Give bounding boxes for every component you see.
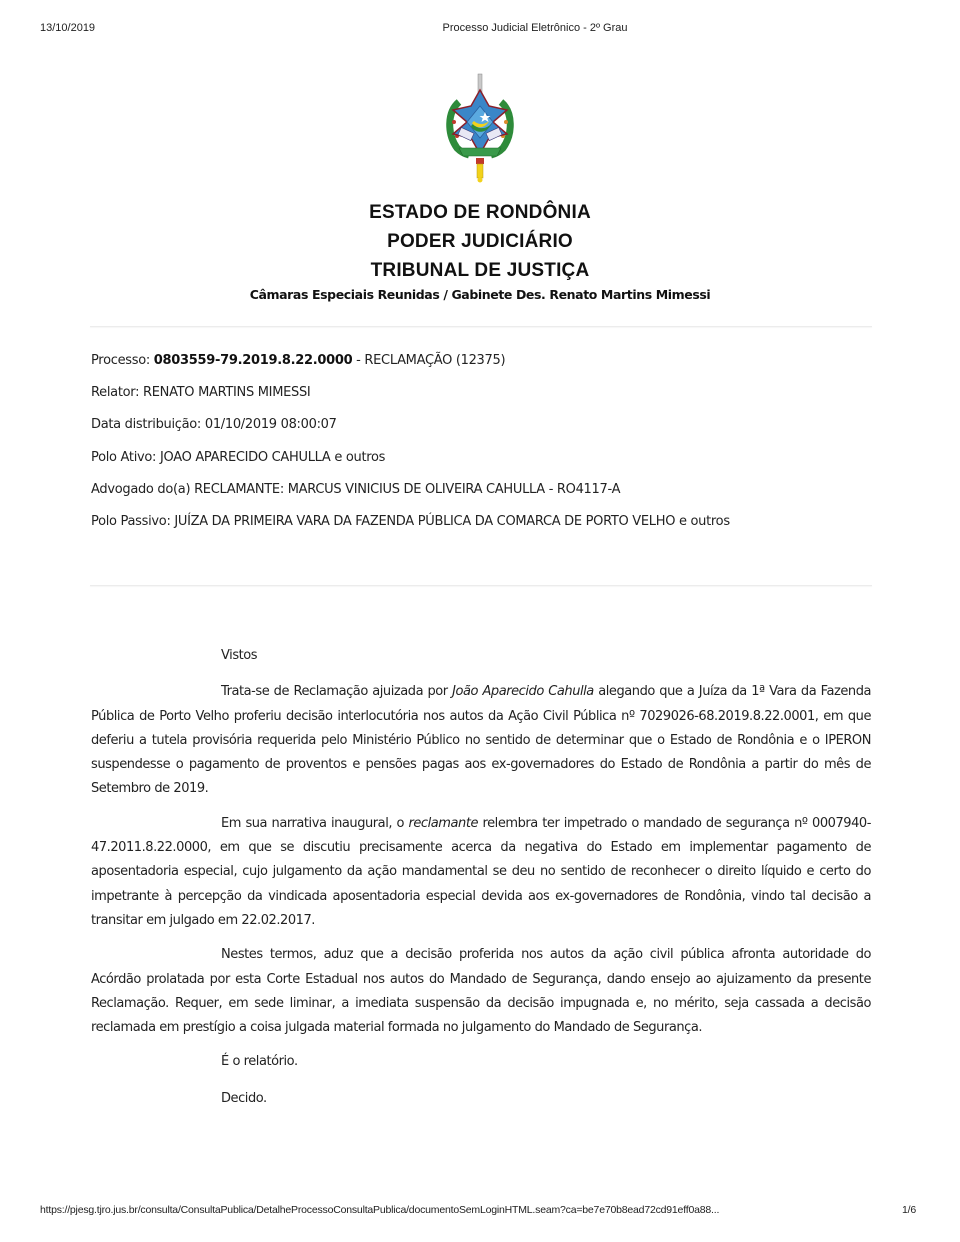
paragraph-1-text-cont: alegando que a Juíza da 1ª Vara da Fazenda Pública de Porto Velho proferiu decisão interlocutória nos autos da Ação Civil Pública nº 7029026-68.2019.8.22.0001, em que deferiu a tutela provisória requerida pelo Ministério Público no sentido de determinar que o Estado de Rondônia e o IPERON suspendesse o pagamento de proventos e pensões pagas aos ex-governadores do Estado de Rondônia a partir do mês de Setembro de 2019. [91,684,872,797]
judiciary-name: PODER JUDICIÁRIO [387,231,573,252]
vistos: Vistos [221,648,258,663]
decido: Decido. [221,1090,267,1106]
court-name: TRIBUNAL DE JUSTIÇA [370,260,590,281]
print-date: 13/10/2019 [40,22,96,34]
chamber-subtitle: Câmaras Especiais Reunidas / Gabinete Des. Renato Martins Mimessi [249,287,711,302]
paragraph-2-text-cont: relembra ter impetrado o mandado de segurança nº 0007940-47.2011.8.22.0000, em que se discutiu precisamente acerca da negativa do Estado em implementar pagamento de aposentadoria especial, cujo julgamento da ação mandamental se deu no sentido de reconhecer o direito líquido e certo do impetrante à percepção da vindicada aposentadoria especial devida aos ex-governadores de Rondônia, vindo tal decisão a transitar em julgado em 22.02.2017. [91,815,871,928]
page-url: https://pjesg.tjro.jus.br/consulta/ConsultaPublica/DetalheProcessoConsultaPublica/documentoSemLoginHTML.seam?ca=be7e70b8ead72cd91eff0a88... [40,1204,720,1216]
process-info [91,350,881,543]
relatorio: É o relatório. [221,1054,298,1070]
rondonia-coat-of-arms-icon [445,72,515,184]
active-party-row: Polo Ativo: JOAO APARECIDO CAHULLA e outros [91,449,386,465]
claimant-term: reclamante [408,815,479,831]
process-number: 0803559-79.2019.8.22.0000 [153,353,353,368]
passive-party-row: Polo Passivo: JUÍZA DA PRIMEIRA VARA DA FAZENDA PÚBLICA DA COMARCA DE PORTO VELHO e outros [91,513,730,529]
page-number: 1/6 [902,1204,916,1216]
state-name: ESTADO DE RONDÔNIA [369,202,591,223]
header-divider [90,326,872,327]
claimant-name: João Aparecido Cahulla [452,684,594,700]
print-header [0,22,960,40]
process-class: - RECLAMAÇÃO (12375) [352,353,506,368]
print-footer [0,1204,960,1220]
relator-row: Relator: RENATO MARTINS MIMESSI [91,385,311,401]
paragraph-2 [91,812,871,933]
process-label: Processo: [91,353,154,368]
paragraph-2-text: Em sua narrativa inaugural, o [221,815,409,831]
decision-body [91,644,871,1123]
paragraph-1-text: Trata-se de Reclamação ajuizada por [221,684,453,700]
paragraph-3: Nestes termos, aduz que a decisão proferida nos autos da ação civil pública afronta autoridade do Acórdão prolatada por esta Corte Estadual nos autos do Mandado de Segurança, dando ensejo ao ajuizamento da presente Reclamação. Requer, em sede liminar, a imediata suspensão da decisão impugnada e, no mérito, seja cassada a decisão reclamada em prestígio a coisa julgada material formada no julgamento do Mandado de Segurança. [91,947,871,1036]
info-divider [90,585,872,586]
print-page-title: Processo Judicial Eletrônico - 2º Grau [442,22,628,34]
paragraph-1 [91,680,871,801]
process-number-row [91,350,881,382]
distribution-date-row: Data distribuição: 01/10/2019 08:00:07 [91,417,337,433]
court-header [0,198,960,304]
lawyer-row: Advogado do(a) RECLAMANTE: MARCUS VINICIUS DE OLIVEIRA CAHULLA - RO4117-A [91,481,621,497]
